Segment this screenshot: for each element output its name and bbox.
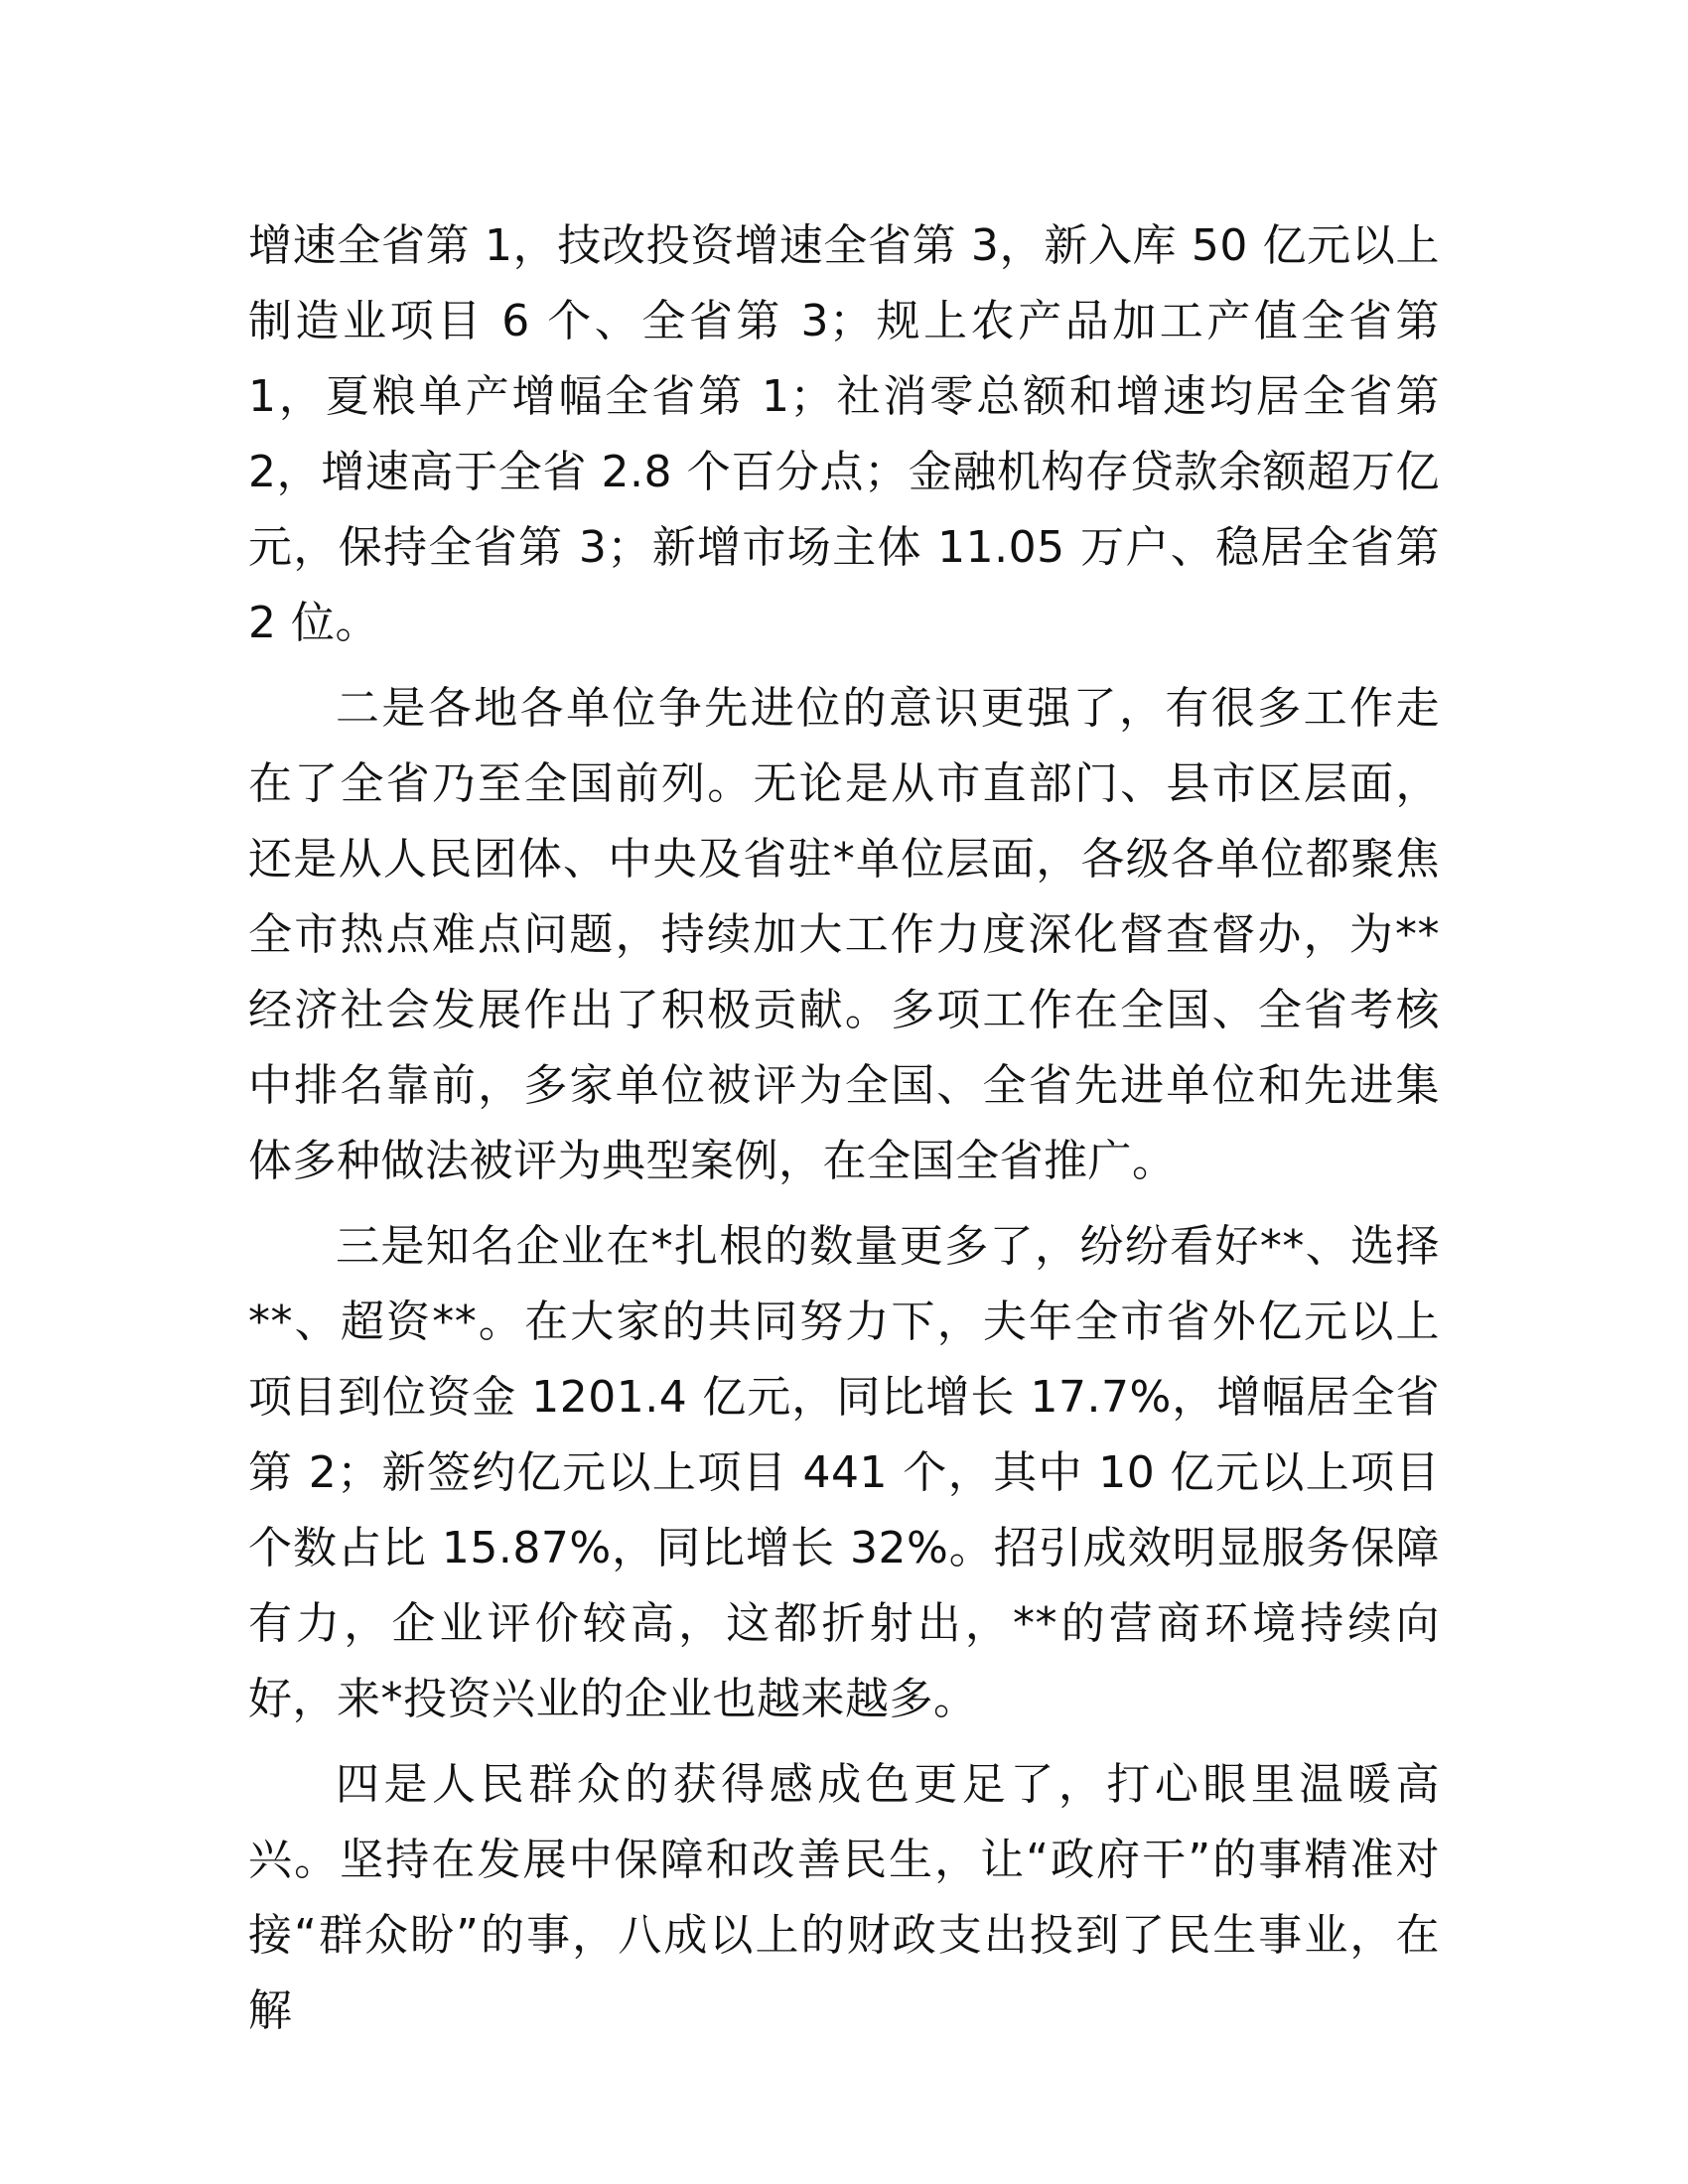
document-page xyxy=(248,208,1440,2049)
paragraph-2: 二是各地各单位争先进位的意识更强了，有很多工作走在了全省乃至全国前列。无论是从市直部门、县市区层面，还是从人民团体、中央及省驻*单位层面，各级各单位都聚焦全市热点难点问题，持续加大工作力度深化督查督办，为**经济社会发展作出了积极贡献。多项工作在全国、全省考核中排名靠前，多家单位被评为全国、全省先进单位和先进集体多种做法被评为典型案例，在全国全省推广。 xyxy=(248,683,1440,1186)
paragraph-4: 四是人民群众的获得感成色更足了，打心眼里温暖高兴。坚持在发展中保障和改善民生，让“政府干”的事精准对接“群众盼”的事，八成以上的财政支出投到了民生事业，在解 xyxy=(248,1759,1440,2036)
paragraph-1: 增速全省第 1，技改投资增速全省第 3，新入库 50 亿元以上制造业项目 6 个、全省第 3；规上农产品加工产值全省第 1，夏粮单产增幅全省第 1；社消零总额和增速均居全省第 2，增速高于全省 2.8 个百分点；金融机构存贷款余额超万亿元，保持全省第 3；新增市场主体 11.05 万户、稳居全省第 2 位。 xyxy=(248,220,1440,648)
paragraph-3: 三是知名企业在*扎根的数量更多了，纷纷看好**、选择**、超资**。在大家的共同努力下，夫年全市省外亿元以上项目到位资金 1201.4 亿元，同比增长 17.7%，增幅居全省第 2；新签约亿元以上项目 441 个，其中 10 亿元以上项目个数占比 15.87%，同比增长 32%。招引成效明显服务保障有力，企业评价较高，这都折射出，**的营商环境持续向好，来*投资兴业的企业也越来越多。 xyxy=(248,1221,1440,1724)
